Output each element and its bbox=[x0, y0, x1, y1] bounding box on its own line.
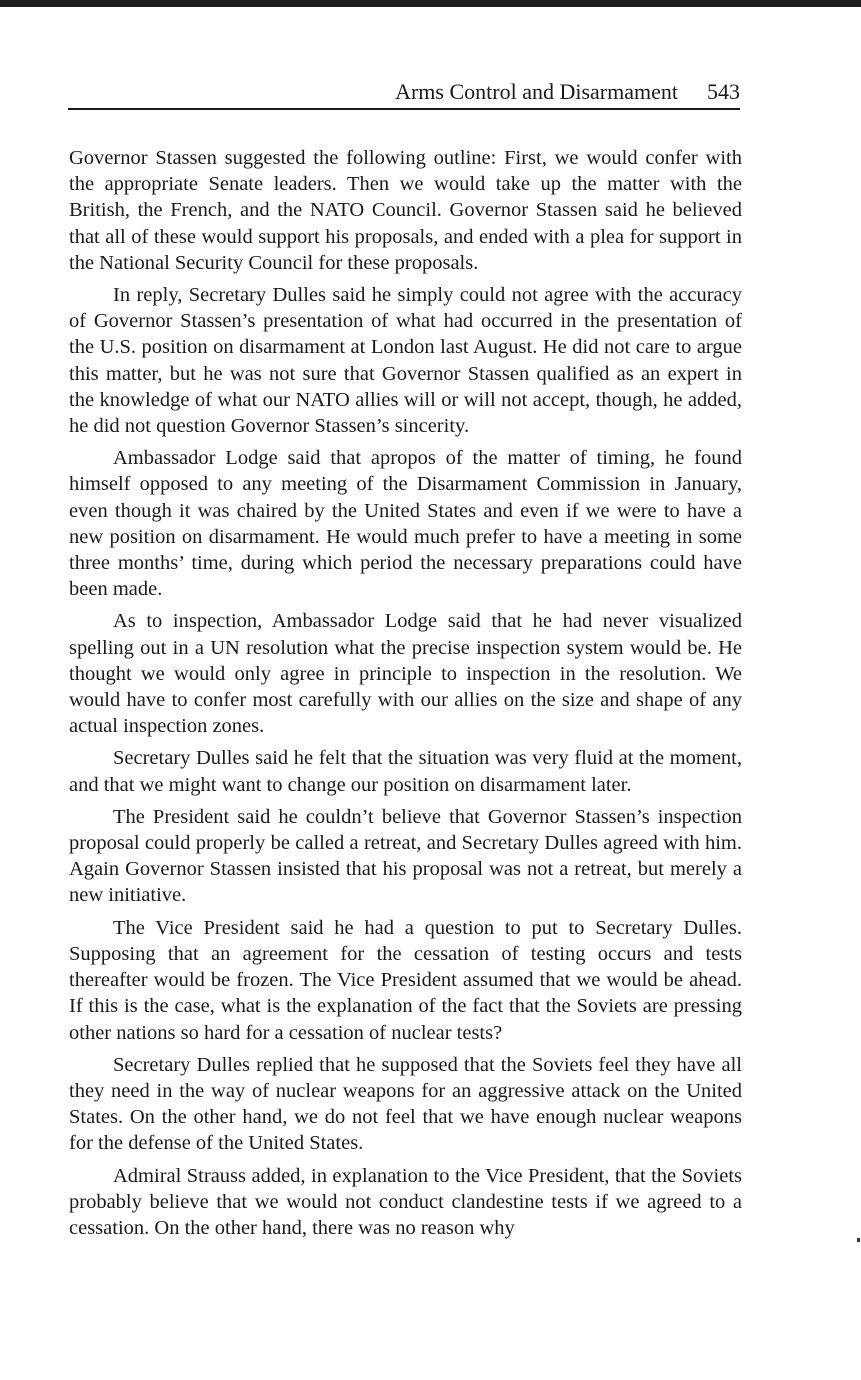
running-header bbox=[68, 78, 740, 110]
paragraph-2: In reply, Secretary Dulles said he simply could not agree with the accuracy of Governor Stassen’s presentation of what had occurred in the presentation of the U.S. position on disarmament at London last August. He did not care to argue this matter, but he was not sure that Governor Stassen qualified as an expert in the knowledge of what our NATO allies will or will not accept, though, he added, he did not question Governor Stassen’s sincerity. bbox=[69, 284, 742, 438]
page-number: 543 bbox=[707, 79, 740, 104]
margin-mark bbox=[857, 1238, 860, 1242]
paragraph-9: Admiral Strauss added, in explanation to the Vice President, that the Soviets probably believe that we would not conduct clandestine tests if we agreed to a cessation. On the other hand, there was no reason why bbox=[69, 1164, 742, 1239]
paragraph-8: Secretary Dulles replied that he supposed that the Soviets feel they have all they need in the way of nuclear weapons for an aggressive attack on the United States. On the other hand, we do not feel that we have enough nuclear weapons for the defense of the United States. bbox=[69, 1053, 742, 1155]
paragraph-1: Governor Stassen suggested the following outline: First, we would confer with the appropriate Senate leaders. Then we would take up the matter with the British, the French, and the NATO Council. Governor Stassen said he believed that all of these would support his proposals, and ended with a plea for support in the National Security Council for these proposals. bbox=[69, 147, 742, 274]
body-text bbox=[69, 145, 742, 1247]
paragraph-6: The President said he couldn’t believe that Governor Stassen’s inspection proposal could properly be called a retreat, and Secretary Dulles agreed with him. Again Governor Stassen insisted that his proposal was not a retreat, but merely a new initiative. bbox=[69, 805, 742, 907]
scan-top-edge bbox=[0, 0, 861, 7]
paragraph-3: Ambassador Lodge said that apropos of the matter of timing, he found himself opposed to any meeting of the Disarmament Commission in January, even though it was chaired by the United States and even if we were to have a new position on disarmament. He would much prefer to have a meeting in some three months’ time, during which period the necessary preparations could have been made. bbox=[69, 447, 742, 601]
paragraph-7: The Vice President said he had a question to put to Secretary Dulles. Supposing that an agreement for the cessation of testing occurs and tests thereafter would be frozen. The Vice President assumed that we would be ahead. If this is the case, what is the explanation of the fact that the Soviets are pressing other nations so hard for a cessation of nuclear tests? bbox=[69, 916, 742, 1044]
paragraph-4: As to inspection, Ambassador Lodge said that he had never visualized spelling out in a UN resolution what the precise inspection system would be. He thought we would only agree in principle to inspection in the resolution. We would have to confer most carefully with our allies on the size and shape of any actual inspection zones. bbox=[69, 610, 742, 738]
paragraph-5: Secretary Dulles said he felt that the situation was very fluid at the moment, and that we might want to change our position on disarmament later. bbox=[69, 747, 742, 796]
running-title: Arms Control and Disarmament bbox=[395, 79, 678, 104]
